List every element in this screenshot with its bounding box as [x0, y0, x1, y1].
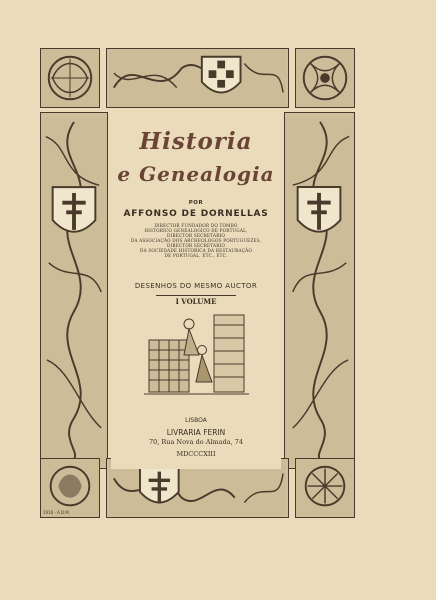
corner-ornament-bottom-right: [295, 458, 355, 518]
publication-year: MDCCCXIII: [176, 450, 216, 458]
author-name: AFFONSO DE DORNELLAS: [123, 209, 269, 219]
top-border-band: [106, 48, 289, 108]
role-line: DIRECTOR SECRETARIO: [166, 233, 226, 238]
author-roles: [111, 223, 281, 258]
role-line: DIRECTOR FUNDADOR DO TOMBO: [154, 223, 238, 228]
divider: [156, 295, 236, 296]
publisher-address: 70, Rua Nova do Almada, 74: [148, 438, 244, 446]
title-line-2: e Genealogia: [117, 162, 275, 186]
publisher-city: LISBOA: [185, 417, 207, 424]
publisher-name: LIVRARIA FERIN: [166, 428, 226, 437]
right-border-column: [284, 112, 355, 469]
title-panel: [111, 112, 281, 469]
corner-ornament-bottom-left: [40, 458, 100, 518]
role-line: DA ASSOCIAÇÃO DOS ARCHEOLOGOS PORTUGUEZES,: [130, 238, 262, 243]
role-line: DIRECTOR SECRETARIO: [166, 243, 226, 248]
title-line-1: Historia: [139, 128, 253, 155]
byline: POR: [188, 200, 204, 206]
volume-label: I VOLUME: [175, 297, 217, 306]
artist-caption: 1916 · A.D.M.: [43, 510, 71, 515]
role-line: HISTORICO GENEALOGICO DE PORTUGAL,: [144, 228, 248, 233]
illustrations-note: DESENHOS DO MESMO AUCTOR: [134, 282, 258, 290]
role-line: DE PORTUGAL, ETC., ETC.: [164, 253, 228, 258]
corner-ornament-top-right: [295, 48, 355, 108]
illustration-figures-at-wall: [144, 310, 249, 400]
corner-ornament-top-left: [40, 48, 100, 108]
role-line: DA SOCIEDADE HISTORICA DA RESTAURAÇÃO: [140, 248, 252, 253]
left-border-column: [40, 112, 108, 469]
